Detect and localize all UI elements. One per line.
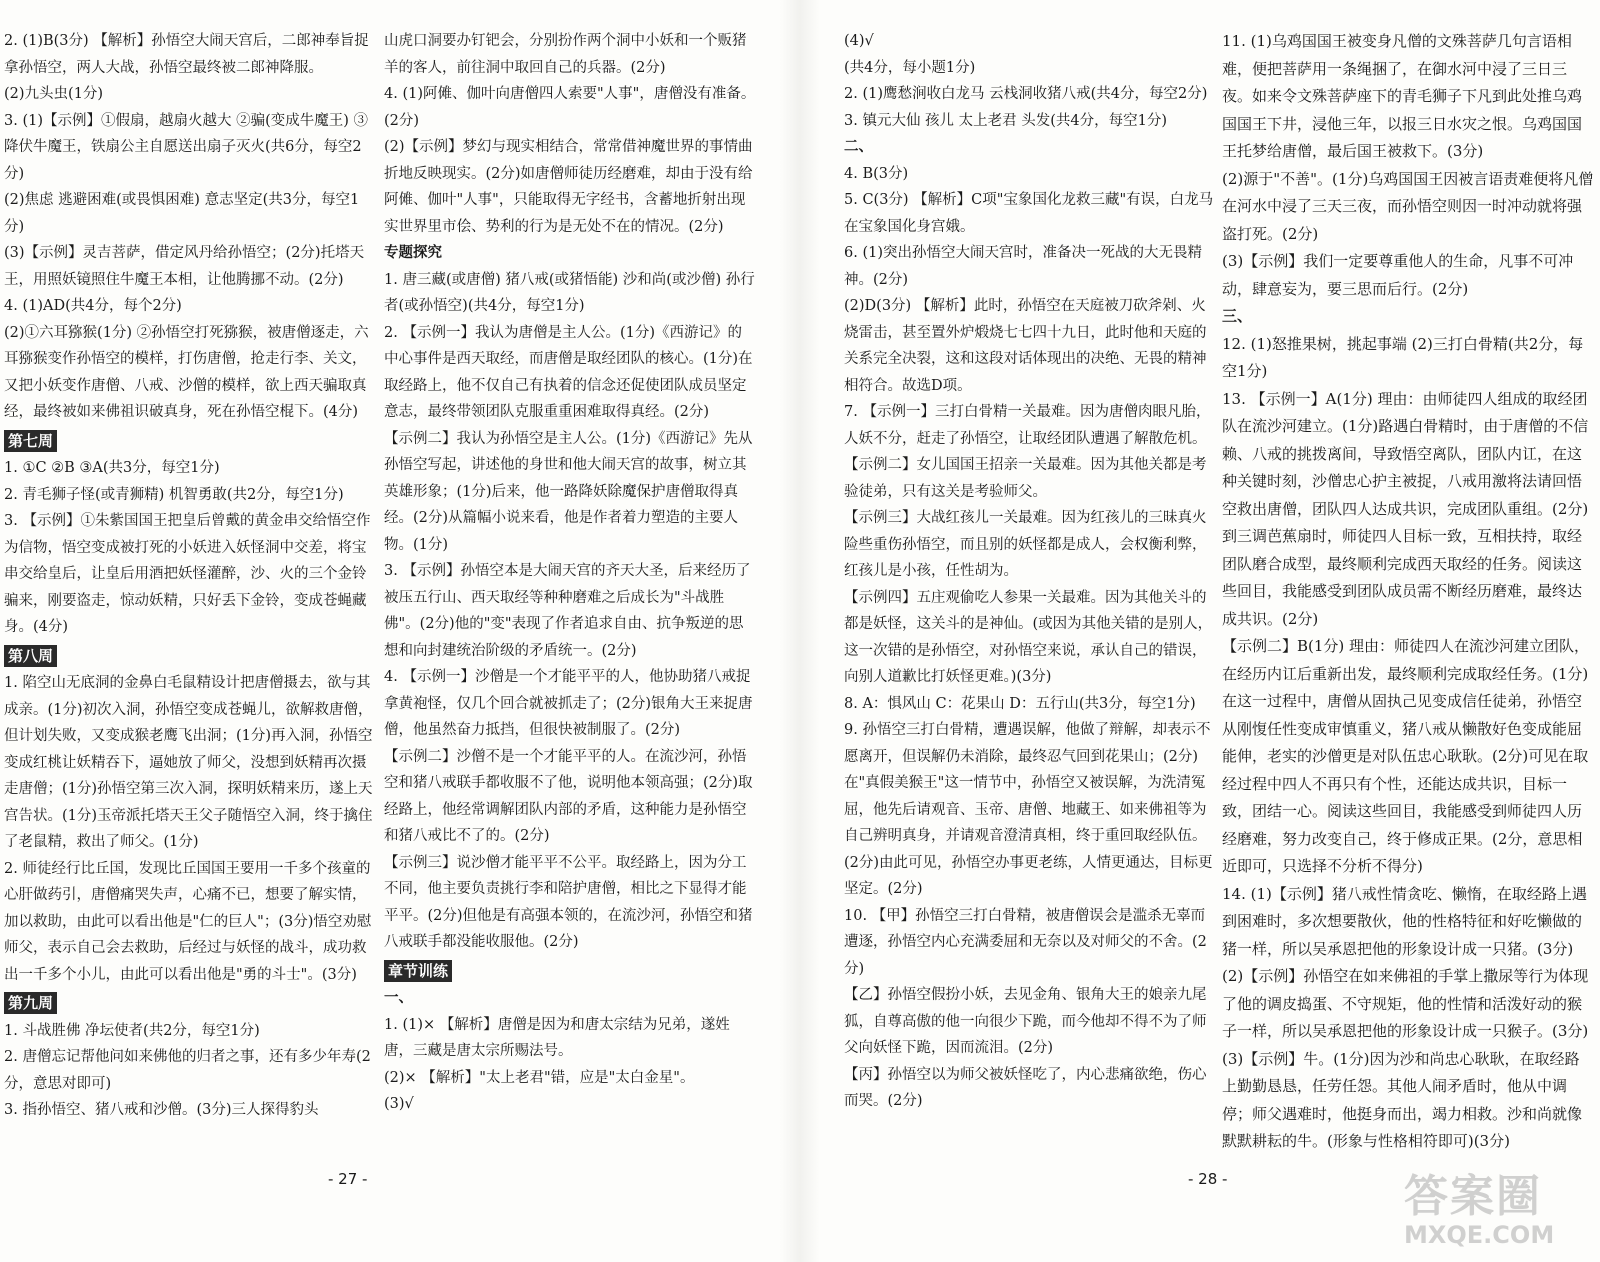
- answer-item: 3. 【示例】①朱紫国国王把皇后曾戴的黄金串交给悟空作为信物，悟空变成被打死的小妖进入妖怪洞中交差，将宝串交给皇后，让皇后用酒把妖怪灌醉，沙、火的三个金铃骗来，刚要盗走，惊动妖精，只好丢下金铃，变成苍蝇藏身。(4分): [4, 513, 371, 635]
- answer-item: 1. (1)× 【解析】唐僧是因为和唐太宗结为兄弟，遂姓唐，三藏是唐太宗所赐法号。: [384, 1016, 730, 1059]
- answer-line: 山虎口洞要办钉钯会，分别扮作两个洞中小妖和一个贩猪羊的客人，前往洞中取回自己的兵器。(2分): [384, 33, 747, 76]
- answer-item: 3. 镇元大仙 孩儿 太上老君 头发(共4分，每空1分): [844, 112, 1168, 129]
- answer-line: (2)× 【解析】"太上老君"错，应是"太白金星"。: [384, 1069, 695, 1086]
- section-header-block: [384, 956, 756, 986]
- week-heading: 第七周: [4, 430, 57, 452]
- answer-line: 【示例二】B(1分) 理由：师徒四人在流沙河建立团队，在经历内讧后重新出发，最终顺利完成取经任务。(1分)在这一过程中，唐僧从固执己见变成信任徒弟，孙悟空从刚愎任性变成审慎重义，猪八戒从懒散好色变成能屈能伸，老实的沙僧更是对队伍忠心耿耿。(2分)可见在取经过程中四人不再只有个性，还能达成共识，目标一致，团结一心。阅读这些回目，我能感受到师徒四人历经磨难，努力改变自己，终于修成正果。(2分，意思相近即可，只选择不分析不得分): [1222, 637, 1590, 875]
- section-heading: 一、: [384, 989, 413, 1006]
- answer-item: 9. 孙悟空三打白骨精，遭遇误解，他做了辩解，却表示不愿离开，但误解仍未消除，最终忍气回到花果山；(2分)在"真假美猴王"这一情节中，孙悟空又被误解，为洗清冤屈，他先后请观音、玉帝、唐僧、地藏王、如来佛祖等为自己辨明真身，并请观音澄清真相，终于重回取经队伍。(2分)由此可见，孙悟空办事更老练，人情更通达，目标更坚定。(2分): [844, 722, 1213, 897]
- answer-line: (2)D(3分) 【解析】此时，孙悟空在天庭被刀砍斧剁、火烧雷击，甚至置外炉煅烧七七四十九日，此时他和天庭的关系完全决裂，这和这段对话体现出的决绝、无畏的精神相符合。故选D项。: [844, 298, 1207, 394]
- left-page-column-2: [384, 28, 756, 1118]
- answer-item: 3. 指孙悟空、猪八戒和沙僧。(3分)三人探得豹头: [4, 1102, 319, 1118]
- answer-line: (2)①六耳猕猴(1分) ②孙悟空打死猕猴，被唐僧逐走，六耳猕猴变作孙悟空的模样，打伤唐僧，抢走行李、关文，又把小妖变作唐僧、八戒、沙僧的模样，欲上西天骗取真经，最终被如来佛祖识破真身，死在孙悟空棍下。(4分): [4, 324, 369, 420]
- answer-line: 【示例三】大战红孩儿一关最难。因为红孩儿的三昧真火险些重伤孙悟空，而且别的妖怪都是成人，会权衡利弊，红孩儿是小孩，任性胡为。: [844, 510, 1207, 579]
- left-page-column-1: [4, 28, 376, 1124]
- answer-line: 【示例二】沙僧不是一个才能平平的人。在流沙河，孙悟空和猪八戒联手都收服不了他，说明他本领高强；(2分)取经路上，他经常调解团队内部的矛盾，这种能力是孙悟空和猪八戒比不了的。(2分): [384, 748, 753, 844]
- week-heading: 章节训练: [384, 960, 452, 982]
- week-heading: 第九周: [4, 992, 57, 1014]
- section-heading: 专题探究: [384, 244, 442, 261]
- answer-item: 11. (1)乌鸡国国王被变身凡僧的文殊菩萨几句言语相难，便把菩萨用一条绳捆了，在御水河中浸了三日三夜。如来令文殊菩萨座下的青毛狮子下凡到此处推乌鸡国国王下井，浸他三年，以报三日水灾之恨。乌鸡国国王托梦给唐僧，最后国王被救下。(3分): [1222, 32, 1583, 160]
- answer-item: 13. 【示例一】A(1分) 理由：由师徒四人组成的取经团队在流沙河建立。(1分)路遇白骨精时，由于唐僧的不信赖、八戒的挑拨离间，导致悟空离队，团队内讧，在这种关键时刻，沙僧忠心护主被捉，八戒用激将法请回悟空救出唐僧，团队四人达成共识，完成团队重组。(2分)到三调芭蕉扇时，师徒四人目标一致，互相扶持，取经团队磨合成型，最终顺利完成西天取经的任务。阅读这些回目，我能感受到团队成员需不断经历磨难，最终达成共识。(2分): [1222, 389, 1589, 628]
- answer-line: (2)【示例】孙悟空在如来佛祖的手掌上撒尿等行为体现了他的调皮捣蛋、不守规矩，他的性情和活泼好动的猴子一样，所以吴承恩把他的形象设计成一只猴子。(3分): [1222, 967, 1589, 1040]
- answer-item: 7. 【示例一】三打白骨精一关最难。因为唐僧肉眼凡胎，人妖不分，赶走了孙悟空，让取经团队遭遇了解散危机。: [844, 404, 1211, 447]
- answer-line: (3)√: [384, 1096, 414, 1112]
- right-page: [810, 0, 1600, 1262]
- answer-item: 2. 青毛狮子怪(或青狮精) 机智勇敢(共2分，每空1分): [4, 486, 344, 503]
- answer-line: (2)【示例】梦幻与现实相结合，常常借神魔世界的事情曲折地反映现实。(2分)如唐僧师徒历经磨难，却由于没有给阿傩、伽叶"人事"，只能取得无字经书，含蓄地折射出现实世界里市侩、势利的行为是无处不在的情况。(2分): [384, 139, 753, 235]
- answer-item: 2. 【示例一】我认为唐僧是主人公。(1分)《西游记》的中心事件是西天取经，而唐僧是取经团队的核心。(1分)在取经路上，他不仅自己有执着的信念还促使团队成员坚定意志，最终带领团队克服重重困难取得真经。(2分): [384, 324, 753, 420]
- answer-line: (2)源于"不善"。(1分)乌鸡国国王因被言语责难便将凡僧在河水中浸了三天三夜，而孙悟空则因一时冲动就将强盗打死。(2分): [1222, 169, 1594, 243]
- answer-line: (4)√: [844, 33, 874, 49]
- week-heading: 第八周: [4, 645, 57, 667]
- answer-line: 【乙】孙悟空假扮小妖，去见金角、银角大王的娘亲九尾狐，自尊高傲的他一向很少下跪，而今他却不得不为了师父向妖怪下跪，因而流泪。(2分): [844, 987, 1207, 1056]
- answer-item: 1. 陷空山无底洞的金鼻白毛鼠精设计把唐僧摄去，欲与其成亲。(1分)初次入洞，孙悟空变成苍蝇儿，欲解救唐僧，但计划失败，又变成猴老鹰飞出洞；(1分)再入洞，孙悟空变成红桃让妖精吞下，逼她放了师父，没想到妖精再次摄走唐僧；(1分)孙悟空第三次入洞，探明妖精来历，遂上天宫告状。(1分)玉帝派托塔天王父子随悟空入洞，终于擒住了老鼠精，救出了师父。(1分): [4, 675, 373, 850]
- answer-item: 1. ①C ②B ③A(共3分，每空1分): [4, 460, 220, 476]
- answer-item: 6. (1)突出孙悟空大闹天宫时，准备决一死战的大无畏精神。(2分): [844, 245, 1202, 288]
- answer-line: (2)焦虑 逃避困难(或畏惧困难) 意志坚定(共3分，每空1分): [4, 192, 360, 235]
- answer-item: 2. 师徒经行比丘国，发现比丘国国王要用一千多个孩童的心肝做药引，唐僧痛哭失声，心痛不已，想要了解实情，加以救助，由此可以看出他是"仁的巨人"；(3分)悟空劝慰师父，表示自己会去救助，后经过与妖怪的战斗，成功救出一千多个小儿，由此可以看出他是"勇的斗士"。(3分): [4, 860, 372, 983]
- answer-line: 【示例二】我认为孙悟空是主人公。(1分)《西游记》先从孙悟空写起，讲述他的身世和他大闹天宫的故事，树立其英雄形象；(1分)后来，他一路降妖除魔保护唐僧取得真经。(2分)从篇幅小说来看，他是作者着力塑造的主要人物。(1分): [384, 430, 753, 553]
- section-header-block: [4, 641, 376, 671]
- watermark-url: MXQE.COM: [1404, 1221, 1555, 1249]
- answer-item: 1. 唐三藏(或唐僧) 猪八戒(或猪悟能) 沙和尚(或沙僧) 孙行者(或孙悟空)(共4分，每空1分): [384, 271, 755, 314]
- right-page-column-2: [1222, 28, 1594, 1156]
- answer-item: 8. A：惧风山 C：花果山 D：五行山(共3分，每空1分): [844, 695, 1196, 712]
- answer-line: 【示例四】五庄观偷吃人参果一关最难。因为其他关斗的都是妖怪，这关斗的是神仙。(或因为其他关错的是别人，这一次错的是孙悟空，对孙悟空来说，承认自己的错误，向别人道歉比打妖怪更难。)(3分): [844, 589, 1213, 685]
- page-number: - 27 -: [328, 1170, 368, 1188]
- answer-line: 【示例二】女儿国国王招亲一关最难。因为其他关都是考验徒弟，只有这关是考验师父。: [844, 457, 1207, 500]
- answer-item: 3. 【示例】孙悟空本是大闹天宫的齐天大圣，后来经历了被压五行山、西天取经等种种磨难之后成长为"斗战胜佛"。(2分)他的"变"表现了作者追求自由、抗争叛逆的思想和向封建统治阶级的矛盾统一。(2分): [384, 563, 751, 659]
- answer-item: 2. (1)B(3分) 【解析】孙悟空大闹天宫后，二郎神奉旨捉拿孙悟空，两人大战，孙悟空最终被二郎神降服。: [4, 33, 369, 76]
- section-header-block: [4, 988, 376, 1018]
- answer-item: 4. 【示例一】沙僧是一个才能平平的人，他协助猪八戒捉拿黄袍怪，仅几个回合就被抓走了；(2分)银角大王来捉唐僧，他虽然奋力抵挡，但很快被制服了。(2分): [384, 669, 753, 738]
- answer-line: (2)九头虫(1分): [4, 86, 104, 102]
- answer-item: 14. (1)【示例】猪八戒性情贪吃、懒惰，在取经路上遇到困难时，多次想要散伙，他的性格特征和好吃懒做的猪一样，所以吴承恩把他的形象设计成一只猪。(3分): [1222, 884, 1587, 958]
- answer-item: 2. (1)鹰愁涧收白龙马 云栈洞收猪八戒(共4分，每空2分): [844, 86, 1208, 102]
- answer-item: 4. B(3分): [844, 165, 909, 182]
- right-page-column-1: [844, 28, 1216, 1115]
- watermark-text: 答案圈: [1404, 1171, 1542, 1222]
- section-heading: 二、: [844, 138, 873, 155]
- answer-item: 2. 唐僧忘记帮他问如来佛他的归者之事，还有多少年寿(2分，意思对即可): [4, 1049, 371, 1092]
- answer-item: 4. (1)阿傩、伽叶向唐僧四人索要"人事"，唐僧没有准备。(2分): [384, 86, 756, 129]
- answer-line: (共4分，每小题1分): [844, 59, 976, 76]
- section-heading: 三、: [1222, 307, 1253, 325]
- answer-line: 【示例三】说沙僧才能平平不公平。取经路上，因为分工不同，他主要负责挑行李和陪护唐僧，相比之下显得才能平平。(2分)但他是有高强本领的，在流沙河，孙悟空和猪八戒联手都没能收服他。(2分): [384, 854, 753, 950]
- answer-line: (3)【示例】我们一定要尊重他人的生命，凡事不可冲动，肆意妄为，要三思而后行。(2分): [1222, 252, 1574, 298]
- section-header-block: [4, 426, 376, 456]
- answer-item: 12. (1)怒推果树，挑起事端 (2)三打白骨精(共2分，每空1分): [1222, 334, 1584, 380]
- answer-item: 3. (1)【示例】①假扇，越扇火越大 ②骗(变成牛魔王) ③降伏牛魔王，铁扇公主自愿送出扇子灭火(共6分，每空2分): [4, 112, 369, 182]
- left-page: [0, 0, 790, 1262]
- watermark-logo: [1404, 1172, 1594, 1256]
- answer-line: 【丙】孙悟空以为师父被妖怪吃了，内心悲痛欲绝，伤心而哭。(2分): [844, 1066, 1207, 1109]
- answer-item: 4. (1)AD(共4分，每个2分): [4, 298, 182, 314]
- answer-item: 5. C(3分) 【解析】C项"宝象国化龙救三藏"有误，白龙马在宝象国化身宫娥。: [844, 192, 1214, 235]
- answer-item: 10. 【甲】孙悟空三打白骨精，被唐僧误会是滥杀无辜而遭逐，孙悟空内心充满委屈和无奈以及对师父的不舍。(2分): [844, 907, 1207, 977]
- answer-line: (3)【示例】牛。(1分)因为沙和尚忠心耿耿，在取经路上勤勤恳恳，任劳任怨。其他人闹矛盾时，他从中调停；师父遇难时，他挺身而出，竭力相救。沙和尚就像默默耕耘的牛。(形象与性格相符即可)(3分): [1222, 1049, 1583, 1150]
- answer-line: (3)【示例】灵吉菩萨，借定风丹给孙悟空；(2分)托塔天王，用照妖镜照住牛魔王本相，让他腾挪不动。(2分): [4, 245, 365, 288]
- page-number: - 28 -: [1188, 1170, 1228, 1188]
- answer-item: 1. 斗战胜佛 净坛使者(共2分，每空1分): [4, 1022, 260, 1039]
